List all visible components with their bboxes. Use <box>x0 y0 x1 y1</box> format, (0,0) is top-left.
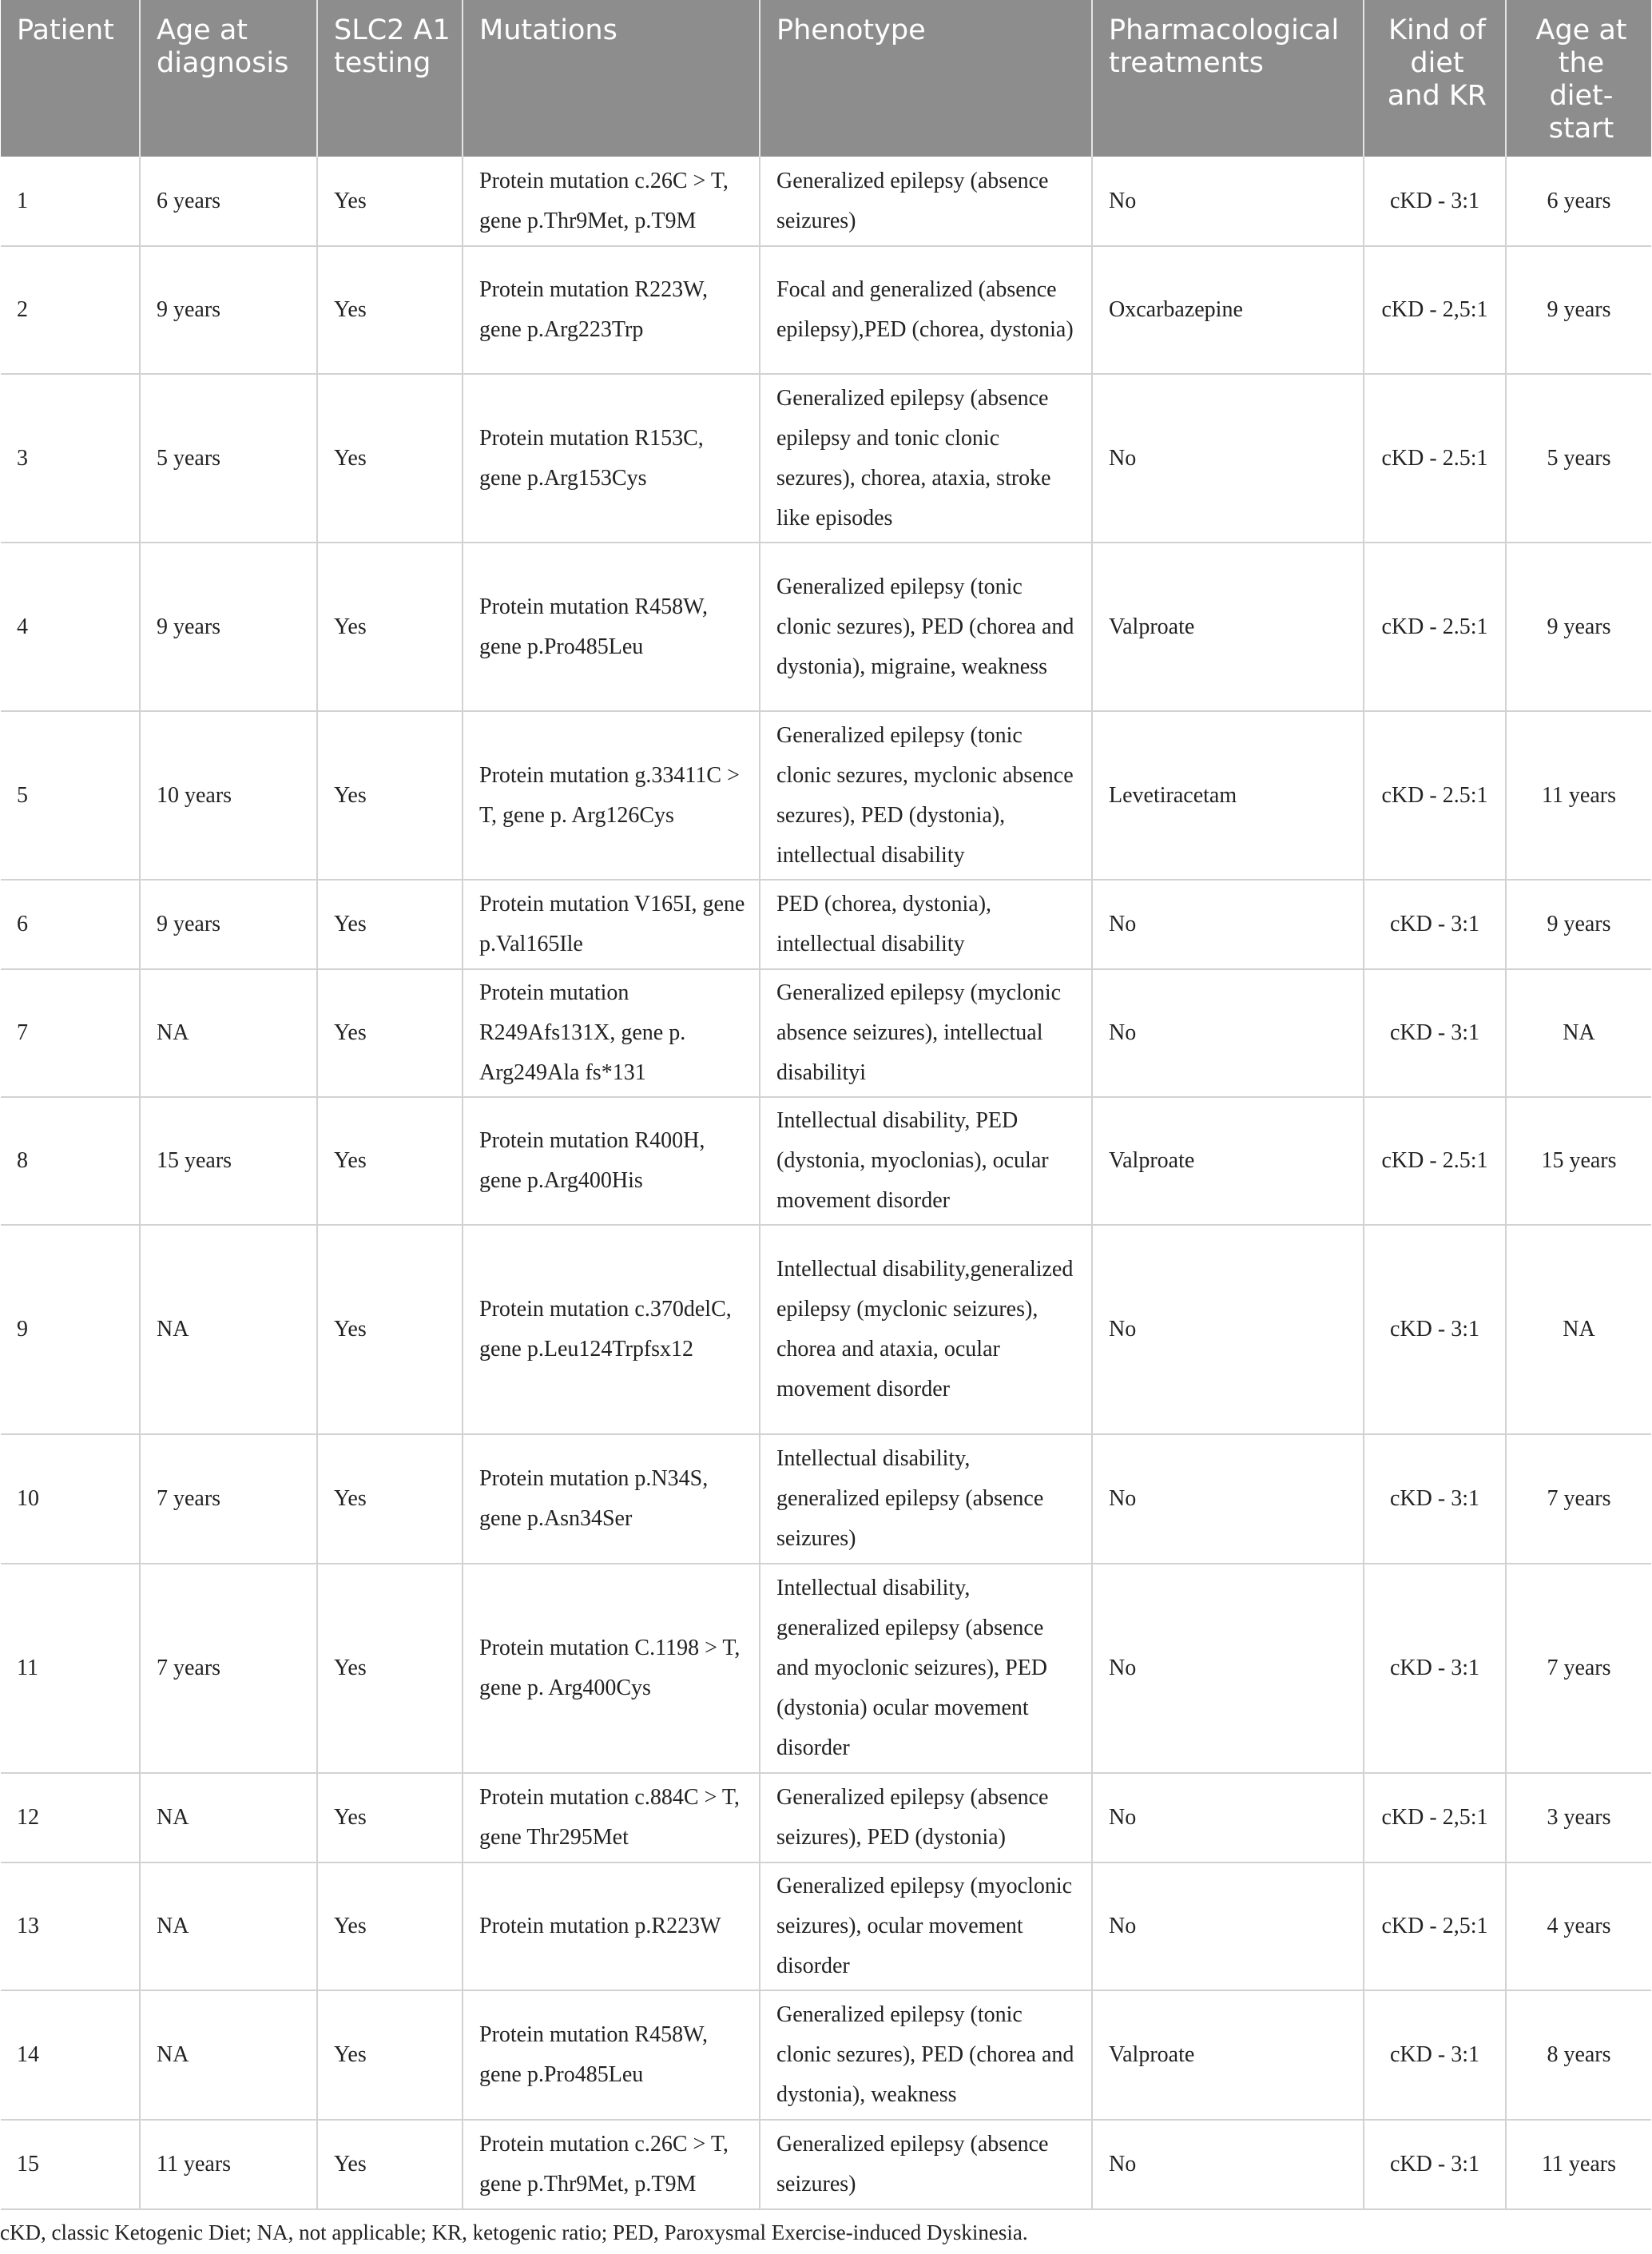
cell-phenotype: Generalized epilepsy (myoclonic seizures), ocular movement disorder <box>760 1862 1092 1990</box>
table-row <box>1 1990 1651 2120</box>
cell-patient: 14 <box>1 1990 140 2120</box>
cell-testing: Yes <box>317 1773 463 1862</box>
table-body <box>1 157 1651 2209</box>
header-row <box>1 0 1651 157</box>
cell-age-at-diet-start: 8 years <box>1506 1990 1651 2120</box>
header-phenotype: Phenotype <box>760 0 1092 157</box>
cell-treatment: No <box>1092 880 1364 969</box>
cell-patient: 7 <box>1 969 140 1097</box>
cell-age-at-diet-start: 7 years <box>1506 1434 1651 1564</box>
table-footnote: cKD, classic Ketogenic Diet; NA, not applicable; KR, ketogenic ratio; PED, Paroxysmal Exercise-induced Dyskinesia. <box>0 2220 1028 2244</box>
cell-patient: 15 <box>1 2120 140 2209</box>
cell-treatment: No <box>1092 1773 1364 1862</box>
cell-diet: cKD - 2.5:1 <box>1364 711 1506 880</box>
patient-table <box>1 0 1651 2210</box>
header-kind-of-diet: Kind of diet and KR <box>1364 0 1506 157</box>
cell-phenotype: Focal and generalized (absence epilepsy),PED (chorea, dystonia) <box>760 246 1092 374</box>
cell-mutation: Protein mutation c.26C > T, gene p.Thr9Met, p.T9M <box>463 2120 760 2209</box>
cell-diet: cKD - 3:1 <box>1364 2120 1506 2209</box>
cell-mutation: Protein mutation R249Afs131X, gene p. Arg249Ala fs*131 <box>463 969 760 1097</box>
cell-phenotype: Generalized epilepsy (tonic clonic sezures), PED (chorea and dystonia), weakness <box>760 1990 1092 2120</box>
cell-patient: 8 <box>1 1097 140 1225</box>
cell-testing: Yes <box>317 1990 463 2120</box>
cell-diet: cKD - 3:1 <box>1364 1434 1506 1564</box>
cell-treatment: No <box>1092 157 1364 246</box>
cell-age-at-diagnosis: NA <box>140 1990 317 2120</box>
header-age-at-diet-start: Age at the diet-start <box>1506 0 1651 157</box>
cell-age-at-diet-start: NA <box>1506 969 1651 1097</box>
table-row <box>1 157 1651 246</box>
cell-treatment: No <box>1092 1862 1364 1990</box>
cell-diet: cKD - 3:1 <box>1364 1225 1506 1434</box>
cell-mutation: Protein mutation R223W, gene p.Arg223Trp <box>463 246 760 374</box>
cell-age-at-diet-start: 9 years <box>1506 880 1651 969</box>
cell-patient: 1 <box>1 157 140 246</box>
cell-diet: cKD - 3:1 <box>1364 1564 1506 1773</box>
table-row <box>1 246 1651 374</box>
table-row <box>1 1862 1651 1990</box>
cell-treatment: Valproate <box>1092 543 1364 711</box>
cell-treatment: No <box>1092 2120 1364 2209</box>
cell-treatment: No <box>1092 1225 1364 1434</box>
cell-age-at-diagnosis: NA <box>140 1862 317 1990</box>
cell-patient: 3 <box>1 374 140 543</box>
cell-diet: cKD - 2.5:1 <box>1364 543 1506 711</box>
table-row <box>1 711 1651 880</box>
cell-phenotype: Intellectual disability,generalized epilepsy (myclonic seizures), chorea and ataxia, ocular movement disorder <box>760 1225 1092 1434</box>
cell-patient: 12 <box>1 1773 140 1862</box>
cell-age-at-diagnosis: 9 years <box>140 543 317 711</box>
cell-mutation: Protein mutation C.1198 > T, gene p. Arg400Cys <box>463 1564 760 1773</box>
cell-age-at-diet-start: 15 years <box>1506 1097 1651 1225</box>
cell-testing: Yes <box>317 246 463 374</box>
cell-phenotype: Generalized epilepsy (tonic clonic sezures), PED (chorea and dystonia), migraine, weakness <box>760 543 1092 711</box>
cell-age-at-diet-start: 4 years <box>1506 1862 1651 1990</box>
cell-patient: 13 <box>1 1862 140 1990</box>
cell-age-at-diet-start: 7 years <box>1506 1564 1651 1773</box>
cell-treatment: No <box>1092 374 1364 543</box>
cell-mutation: Protein mutation p.R223W <box>463 1862 760 1990</box>
cell-testing: Yes <box>317 969 463 1097</box>
cell-age-at-diet-start: 11 years <box>1506 711 1651 880</box>
cell-patient: 10 <box>1 1434 140 1564</box>
cell-phenotype: PED (chorea, dystonia), intellectual disability <box>760 880 1092 969</box>
cell-testing: Yes <box>317 374 463 543</box>
header-age-at-diagnosis: Age at diagnosis <box>140 0 317 157</box>
cell-age-at-diagnosis: NA <box>140 1773 317 1862</box>
cell-diet: cKD - 2,5:1 <box>1364 246 1506 374</box>
table-row <box>1 1434 1651 1564</box>
cell-age-at-diagnosis: 7 years <box>140 1564 317 1773</box>
table-header <box>1 0 1651 157</box>
cell-phenotype: Generalized epilepsy (absence seizures) <box>760 157 1092 246</box>
cell-mutation: Protein mutation c.370delC, gene p.Leu124Trpfsx12 <box>463 1225 760 1434</box>
cell-diet: cKD - 2.5:1 <box>1364 1097 1506 1225</box>
cell-mutation: Protein mutation R153C, gene p.Arg153Cys <box>463 374 760 543</box>
cell-treatment: No <box>1092 1564 1364 1773</box>
cell-diet: cKD - 2,5:1 <box>1364 1773 1506 1862</box>
cell-mutation: Protein mutation R458W, gene p.Pro485Leu <box>463 543 760 711</box>
cell-mutation: Protein mutation R400H, gene p.Arg400His <box>463 1097 760 1225</box>
table-row <box>1 2120 1651 2209</box>
cell-treatment: No <box>1092 1434 1364 1564</box>
cell-age-at-diet-start: NA <box>1506 1225 1651 1434</box>
cell-phenotype: Generalized epilepsy (absence seizures) <box>760 2120 1092 2209</box>
cell-testing: Yes <box>317 1225 463 1434</box>
cell-age-at-diagnosis: 9 years <box>140 880 317 969</box>
cell-testing: Yes <box>317 157 463 246</box>
cell-age-at-diagnosis: NA <box>140 1225 317 1434</box>
cell-age-at-diet-start: 6 years <box>1506 157 1651 246</box>
table-row <box>1 880 1651 969</box>
cell-mutation: Protein mutation p.N34S, gene p.Asn34Ser <box>463 1434 760 1564</box>
table-row <box>1 374 1651 543</box>
table-row <box>1 1225 1651 1434</box>
header-slc2a1-testing: SLC2 A1 testing <box>317 0 463 157</box>
cell-age-at-diagnosis: 11 years <box>140 2120 317 2209</box>
cell-phenotype: Generalized epilepsy (tonic clonic sezures, myclonic absence sezures), PED (dystonia), intellectual disability <box>760 711 1092 880</box>
cell-treatment: Valproate <box>1092 1097 1364 1225</box>
header-mutations: Mutations <box>463 0 760 157</box>
cell-diet: cKD - 3:1 <box>1364 880 1506 969</box>
cell-phenotype: Generalized epilepsy (myclonic absence seizures), intellectual disabilityi <box>760 969 1092 1097</box>
cell-age-at-diet-start: 5 years <box>1506 374 1651 543</box>
cell-patient: 6 <box>1 880 140 969</box>
header-patient: Patient <box>1 0 140 157</box>
header-pharmacological-treatments: Pharmacological treatments <box>1092 0 1364 157</box>
cell-testing: Yes <box>317 1564 463 1773</box>
cell-age-at-diagnosis: 10 years <box>140 711 317 880</box>
table-row <box>1 1564 1651 1773</box>
table-row <box>1 1097 1651 1225</box>
cell-diet: cKD - 2,5:1 <box>1364 1862 1506 1990</box>
cell-testing: Yes <box>317 1097 463 1225</box>
cell-treatment: Levetiracetam <box>1092 711 1364 880</box>
cell-testing: Yes <box>317 1434 463 1564</box>
cell-patient: 4 <box>1 543 140 711</box>
cell-mutation: Protein mutation c.884C > T, gene Thr295Met <box>463 1773 760 1862</box>
cell-patient: 2 <box>1 246 140 374</box>
cell-phenotype: Generalized epilepsy (absence seizures), PED (dystonia) <box>760 1773 1092 1862</box>
cell-testing: Yes <box>317 2120 463 2209</box>
cell-age-at-diagnosis: 7 years <box>140 1434 317 1564</box>
table-row <box>1 969 1651 1097</box>
cell-age-at-diagnosis: NA <box>140 969 317 1097</box>
cell-patient: 9 <box>1 1225 140 1434</box>
cell-age-at-diet-start: 9 years <box>1506 543 1651 711</box>
cell-treatment: Valproate <box>1092 1990 1364 2120</box>
cell-diet: cKD - 2.5:1 <box>1364 374 1506 543</box>
cell-testing: Yes <box>317 1862 463 1990</box>
cell-testing: Yes <box>317 543 463 711</box>
cell-age-at-diagnosis: 6 years <box>140 157 317 246</box>
cell-phenotype: Intellectual disability, generalized epilepsy (absence and myoclonic seizures), PED (dystonia) ocular movement disorder <box>760 1564 1092 1773</box>
cell-phenotype: Generalized epilepsy (absence epilepsy and tonic clonic sezures), chorea, ataxia, stroke like episodes <box>760 374 1092 543</box>
cell-mutation: Protein mutation R458W, gene p.Pro485Leu <box>463 1990 760 2120</box>
cell-age-at-diet-start: 3 years <box>1506 1773 1651 1862</box>
cell-age-at-diagnosis: 5 years <box>140 374 317 543</box>
cell-age-at-diet-start: 11 years <box>1506 2120 1651 2209</box>
cell-diet: cKD - 3:1 <box>1364 969 1506 1097</box>
cell-patient: 5 <box>1 711 140 880</box>
cell-mutation: Protein mutation V165I, gene p.Val165Ile <box>463 880 760 969</box>
cell-testing: Yes <box>317 880 463 969</box>
table-row <box>1 543 1651 711</box>
cell-age-at-diagnosis: 9 years <box>140 246 317 374</box>
cell-age-at-diagnosis: 15 years <box>140 1097 317 1225</box>
cell-diet: cKD - 3:1 <box>1364 157 1506 246</box>
cell-treatment: No <box>1092 969 1364 1097</box>
cell-mutation: Protein mutation c.26C > T, gene p.Thr9Met, p.T9M <box>463 157 760 246</box>
cell-diet: cKD - 3:1 <box>1364 1990 1506 2120</box>
cell-testing: Yes <box>317 711 463 880</box>
cell-age-at-diet-start: 9 years <box>1506 246 1651 374</box>
cell-patient: 11 <box>1 1564 140 1773</box>
cell-mutation: Protein mutation g.33411C > T, gene p. Arg126Cys <box>463 711 760 880</box>
table-row <box>1 1773 1651 1862</box>
cell-treatment: Oxcarbazepine <box>1092 246 1364 374</box>
cell-phenotype: Intellectual disability, generalized epilepsy (absence seizures) <box>760 1434 1092 1564</box>
cell-phenotype: Intellectual disability, PED (dystonia, myoclonias), ocular movement disorder <box>760 1097 1092 1225</box>
